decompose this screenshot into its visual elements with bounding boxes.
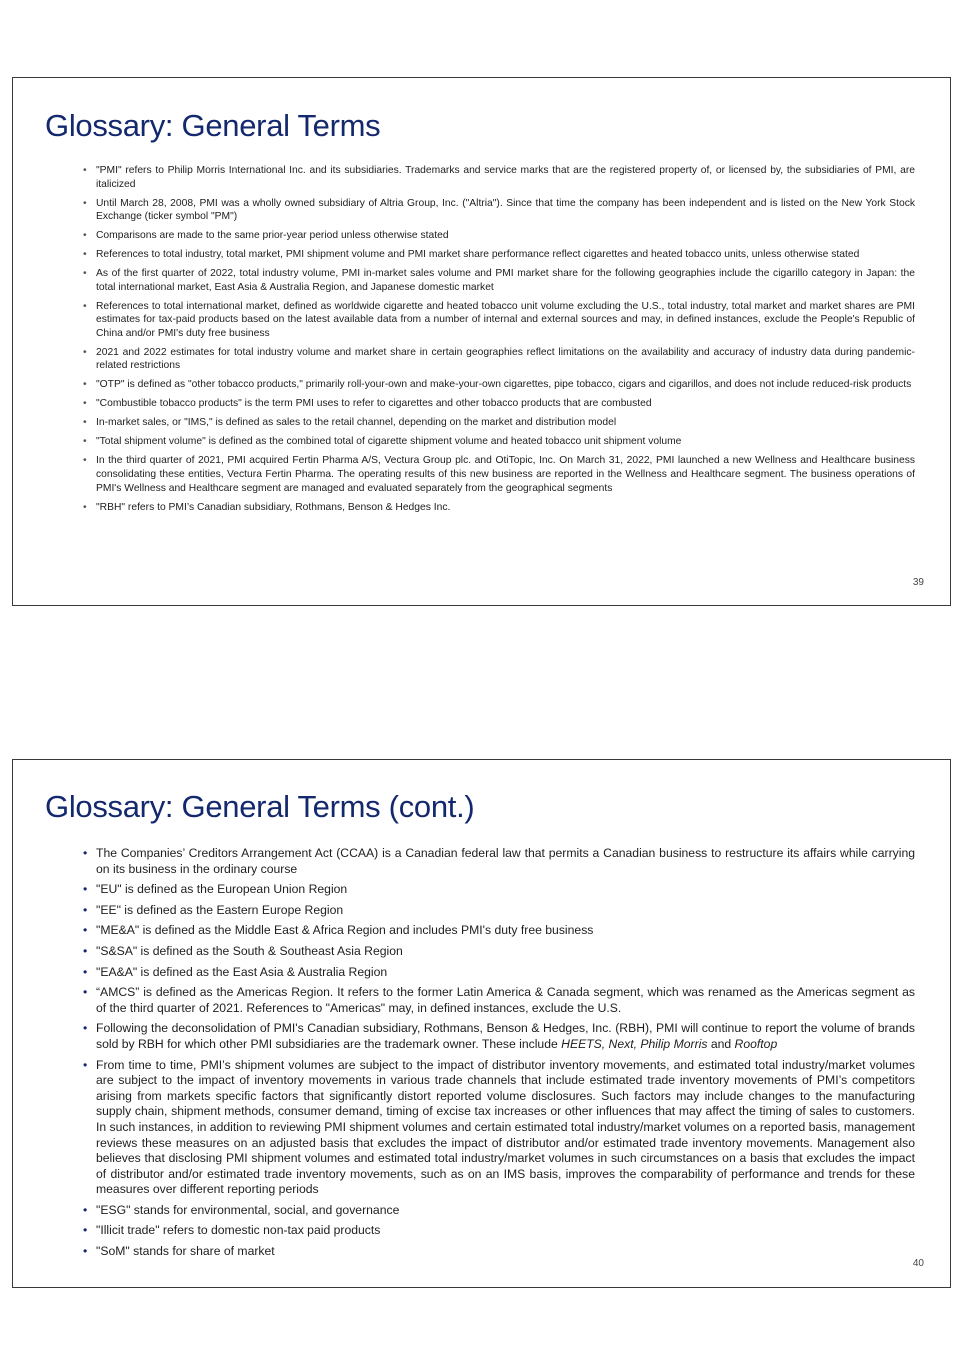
glossary-list <box>83 846 915 1265</box>
list-item: • "PMI" refers to Philip Morris International Inc. and its subsidiaries. Trademarks and service marks that are the registered property of, or licensed by, the subsidiaries of PMI, are italicized <box>83 164 915 191</box>
list-item: • In-market sales, or "IMS," is defined as sales to the retail channel, depending on the market and distribution model <box>83 416 915 430</box>
slide-title: Glossary: General Terms (cont.) <box>45 789 475 824</box>
list-item: • "Combustible tobacco products" is the term PMI uses to refer to cigarettes and other tobacco products that are combusted <box>83 397 915 411</box>
list-item: • References to total industry, total market, PMI shipment volume and PMI market share performance reflect cigarettes and heated tobacco units, unless otherwise stated <box>83 248 915 262</box>
list-item: • "SoM" stands for share of market <box>83 1244 915 1260</box>
list-item: • Comparisons are made to the same prior-year period unless otherwise stated <box>83 229 915 243</box>
list-item: • “AMCS” is defined as the Americas Region. It refers to the former Latin America & Canada segment, which was renamed as the Americas segment as of the third quarter of 2021. References to "Americas" may, in defined instances, exclude the U.S. <box>83 985 915 1016</box>
list-item: • "EU" is defined as the European Union Region <box>83 882 915 898</box>
list-item: • "ME&A" is defined as the Middle East & Africa Region and includes PMI's duty free business <box>83 923 915 939</box>
conjunction-text: and <box>707 1036 735 1051</box>
list-item: • In the third quarter of 2021, PMI acquired Fertin Pharma A/S, Vectura Group plc. and OtiTopic, Inc. On March 31, 2022, PMI launched a new Wellness and Healthcare business consolidating these entities, Vectura Fertin Pharma. The operating results of this new business are reported in the Wellness and Healthcare segment. The business operations of PMI's Wellness and Healthcare segment are managed and evaluated separately from the geographical segments <box>83 454 915 495</box>
slide-title: Glossary: General Terms <box>45 108 381 143</box>
list-item: • 2021 and 2022 estimates for total industry volume and market share in certain geographies reflect limitations on the availability and accuracy of industry data during pandemic-related restrictions <box>83 346 915 373</box>
brand-names: HEETS, Next, Philip Morris <box>561 1036 708 1051</box>
list-item: • The Companies’ Creditors Arrangement Act (CCAA) is a Canadian federal law that permits a Canadian business to restructure its affairs while carrying on its business in the ordinary course <box>83 846 915 877</box>
list-item: • "Illicit trade" refers to domestic non-tax paid products <box>83 1223 915 1239</box>
list-item: • As of the first quarter of 2022, total industry volume, PMI in-market sales volume and PMI market share for the following geographies include the cigarillo category in Japan: the total international market, East Asia & Australia Region, and Japanese domestic market <box>83 267 915 294</box>
page-number: 39 <box>912 577 924 588</box>
list-item: • "Total shipment volume" is defined as the combined total of cigarette shipment volume and heated tobacco unit shipment volume <box>83 435 915 449</box>
list-item: • "RBH" refers to PMI’s Canadian subsidiary, Rothmans, Benson & Hedges Inc. <box>83 501 915 515</box>
list-item: • "EE" is defined as the Eastern Europe Region <box>83 903 915 919</box>
list-item: • References to total international market, defined as worldwide cigarette and heated tobacco unit volume excluding the U.S., total industry, total market and market shares are PMI estimates for tax-paid products based on the latest available data from a number of internal and external sources and may, in defined instances, exclude the People's Republic of China and/or PMI's duty free business <box>83 300 915 341</box>
page-number: 40 <box>912 1258 924 1269</box>
list-item: • "ESG" stands for environmental, social, and governance <box>83 1203 915 1219</box>
list-item: • From time to time, PMI’s shipment volumes are subject to the impact of distributor inventory movements, and estimated total industry/market volumes are subject to the impact of inventory movements in various trade channels that include estimated trade inventory movements of PMI’s competitors arising from markets specific factors that significantly distort reported volume disclosures. Such factors may include changes to the manufacturing supply chain, shipment methods, consumer demand, timing of excise tax increases or other influences that may affect the timing of sales to customers. In such instances, in addition to reviewing PMI shipment volumes and certain estimated total industry/market volumes on a reported basis, management reviews these measures on an adjusted basis that excludes the impact of distributor and/or estimated trade inventory movements. Management also believes that disclosing PMI shipment volumes and estimated total industry/market volumes in such circumstances on a basis that excludes the impact of distributor and/or estimated trade inventory movements, such as on an IMS basis, improves the comparability of performance and trends for these measures over different reporting periods <box>83 1058 915 1198</box>
slide-general-terms-cont <box>12 759 951 1288</box>
deconsolidation-text: Following the deconsolidation of PMI's Canadian subsidiary, Rothmans, Benson & Hedges, Inc. (RBH), PMI will continue to report the volume of brands sold by RBH for which other PMI subsidiaries are the trademark owner. These include <box>96 1021 915 1051</box>
glossary-list <box>83 164 915 520</box>
list-item-deconsolidation <box>83 1021 915 1052</box>
list-item: • "S&SA" is defined as the South & Southeast Asia Region <box>83 944 915 960</box>
list-item: • Until March 28, 2008, PMI was a wholly owned subsidiary of Altria Group, Inc. ("Altria"). Since that time the company has been independent and is listed on the New York Stock Exchange (ticker symbol "PM") <box>83 197 915 224</box>
slide-general-terms <box>12 77 951 606</box>
brand-name-rooftop: Rooftop <box>734 1036 778 1051</box>
list-item: • "EA&A" is defined as the East Asia & Australia Region <box>83 965 915 981</box>
list-item: • "OTP" is defined as "other tobacco products," primarily roll-your-own and make-your-own cigarettes, pipe tobacco, cigars and cigarillos, and does not include reduced-risk products <box>83 378 915 392</box>
